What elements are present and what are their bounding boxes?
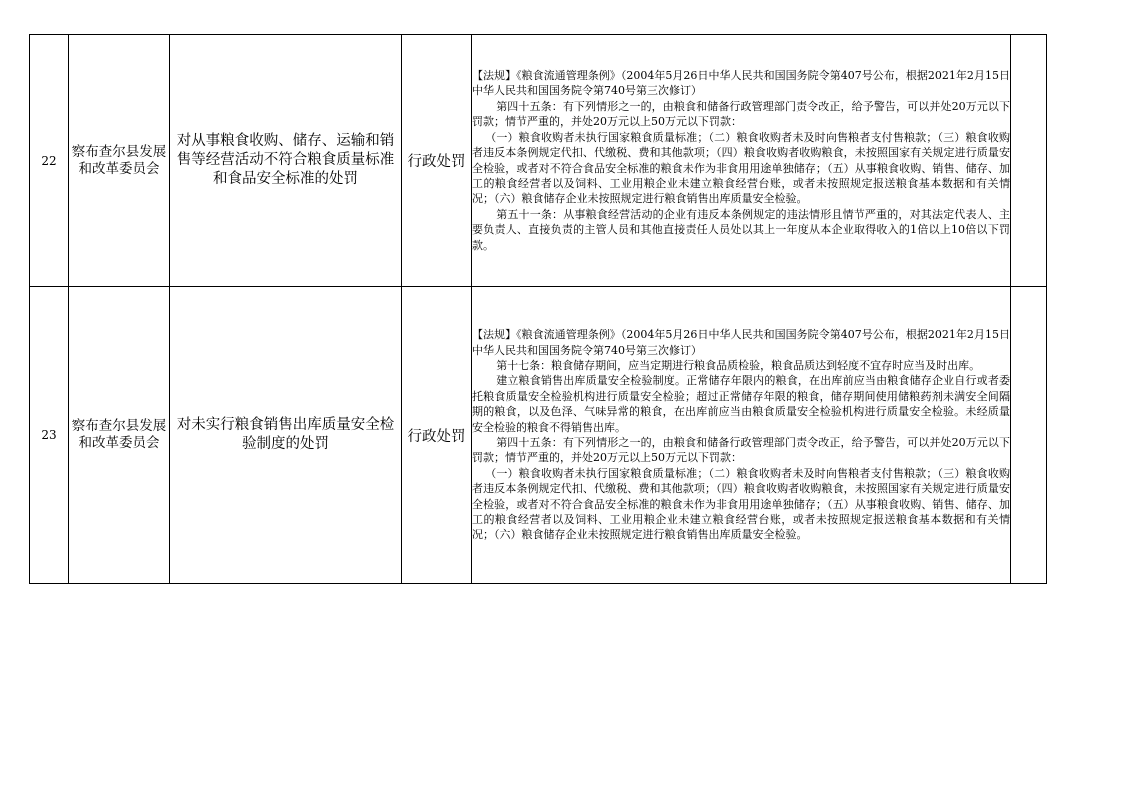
basis-paragraph: 第十七条：粮食储存期间，应当定期进行粮食品质检验，粮食品质达到轻度不宜存时应当及时出库。 <box>496 358 981 372</box>
empty-cell <box>1011 287 1047 584</box>
empty-cell <box>1011 35 1047 287</box>
row-number: 23 <box>30 287 69 584</box>
penalty-type-cell: 行政处罚 <box>402 35 472 287</box>
legal-basis-cell <box>472 287 1011 584</box>
basis-paragraph: （一）粮食收购者未执行国家粮食质量标准；（二）粮食收购者未及时向售粮者支付售粮款；（三）粮食收购者违反本条例规定代扣、代缴税、费和其他款项；（四）粮食收购者收购粮食，未按照国家有关规定进行质量安全检验，或者对不符合食品安全标准的粮食未作为非食用用途单独储存；（五）从事粮食收购、销售、储存、加工的粮食经营者以及饲料、工业用粮企业未建立粮食经营台账，或者未按照规定报送粮食基本数据和有关情况；（六）粮食储存企业未按照规定进行粮食销售出库质量安全检验。 <box>472 130 1010 206</box>
department-cell: 察布查尔县发展和改革委员会 <box>69 287 170 584</box>
penalty-table <box>29 34 1047 584</box>
penalty-item-cell: 对未实行粮食销售出库质量安全检验制度的处罚 <box>170 287 402 584</box>
row-number: 22 <box>30 35 69 287</box>
department-cell: 察布查尔县发展和改革委员会 <box>69 35 170 287</box>
basis-paragraph: 第四十五条：有下列情形之一的，由粮食和储备行政管理部门责令改正，给予警告，可以并处20万元以下罚款；情节严重的，并处20万元以上50万元以下罚款： <box>472 99 1010 129</box>
legal-basis-cell <box>472 35 1011 287</box>
penalty-item-cell: 对从事粮食收购、储存、运输和销售等经营活动不符合粮食质量标准和食品安全标准的处罚 <box>170 35 402 287</box>
basis-paragraph: 【法规】《粮食流通管理条例》（2004年5月26日中华人民共和国国务院令第407号公布，根据2021年2月15日中华人民共和国国务院令第740号第三次修订） <box>472 328 1010 357</box>
basis-paragraph: 【法规】《粮食流通管理条例》（2004年5月26日中华人民共和国国务院令第407号公布，根据2021年2月15日中华人民共和国国务院令第740号第三次修订） <box>472 69 1010 98</box>
basis-paragraph: 第四十五条：有下列情形之一的，由粮食和储备行政管理部门责令改正，给予警告，可以并处20万元以下罚款；情节严重的，并处20万元以上50万元以下罚款： <box>472 436 1010 465</box>
table-row <box>30 287 1047 584</box>
basis-paragraph: （一）粮食收购者未执行国家粮食质量标准；（二）粮食收购者未及时向售粮者支付售粮款；（三）粮食收购者违反本条例规定代扣、代缴税、费和其他款项；（四）粮食收购者收购粮食，未按照国家有关规定进行质量安全检验，或者对不符合食品安全标准的粮食未作为非食用用途单独储存；（五）从事粮食收购、销售、储存、加工的粮食经营者以及饲料、工业用粮企业未建立粮食经营台账，或者未按照规定报送粮食基本数据和有关情况；（六）粮食储存企业未按照规定进行粮食销售出库质量安全检验。 <box>472 466 1010 542</box>
penalty-type-cell: 行政处罚 <box>402 287 472 584</box>
table-row <box>30 35 1047 287</box>
basis-paragraph: 建立粮食销售出库质量安全检验制度。正常储存年限内的粮食，在出库前应当由粮食储存企业自行或者委托粮食质量安全检验机构进行质量安全检验；超过正常储存年限的粮食，储存期间使用储粮药剂未满安全间隔期的粮食，以及色泽、气味异常的粮食，在出库前应当由粮食质量安全检验机构进行质量安全检验。未经质量安全检验的粮食不得销售出库。 <box>472 374 1010 434</box>
basis-paragraph: 第五十一条：从事粮食经营活动的企业有违反本条例规定的违法情形且情节严重的，对其法定代表人、主要负责人、直接负责的主管人员和其他直接责任人员处以其上一年度从本企业取得收入的1倍以上10倍以下罚款。 <box>472 207 1010 252</box>
